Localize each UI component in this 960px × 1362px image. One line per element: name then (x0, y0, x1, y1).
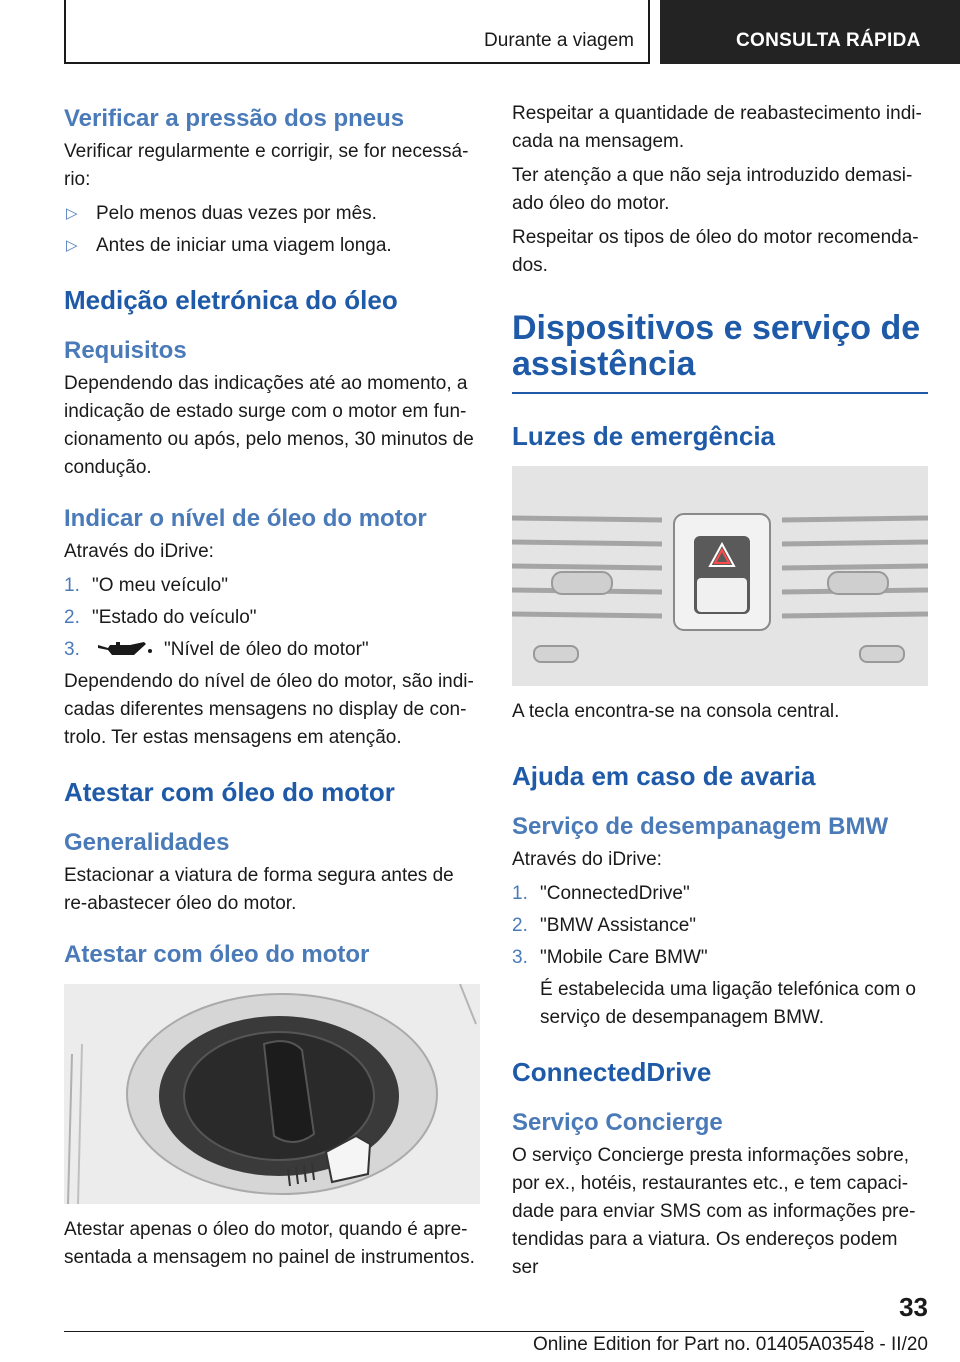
oil-level-intro: Através do iDrive: (64, 541, 214, 562)
list-item: 3. "Nível de óleo do motor" (64, 639, 369, 660)
chapter-divider (512, 392, 928, 394)
oil-topup-caption: Atestar apenas o óleo do motor, quando é apre‐sentada a mensagem no painel de instrumentos. (64, 1219, 475, 1268)
header-section-label: CONSULTA RÁPIDA (736, 30, 921, 51)
general-heading: Generalidades (64, 829, 230, 856)
header-chapter-box (64, 0, 650, 64)
page-number: 33 (899, 1292, 928, 1322)
left-column (64, 100, 480, 1272)
hazard-lights-heading: Luzes de emergência (512, 421, 775, 451)
hazard-button-image (512, 466, 928, 686)
edition-note: Online Edition for Part no. 01405A03548 - II/20 (532, 1334, 928, 1355)
oil-quantity-text: Respeitar a quantidade de reabastecimento indi‐cada na mensagem. (512, 103, 922, 152)
oil-level-text: Dependendo do nível de óleo do motor, são indi‐cadas diferentes mensagens no display de con‐trolo. Ter estas mensagens em atenção. (64, 671, 474, 748)
list-item: 2. "Estado do veículo" (64, 607, 257, 628)
header-section-tab (660, 0, 960, 64)
header-chapter-label: Durante a viagem (484, 30, 634, 51)
bmw-service-note: É estabelecida uma ligação telefónica com o serviço de desempanagem BMW. (540, 979, 917, 1028)
oil-types-text: Respeitar os tipos de óleo do motor recomenda‐dos. (512, 227, 919, 276)
chapter-heading: Dispositivos e serviço de assistência (512, 309, 921, 383)
connecteddrive-heading: ConnectedDrive (512, 1057, 712, 1087)
oil-filler-cap-image (64, 984, 480, 1204)
triangle-right-icon: ▷ (66, 205, 78, 222)
concierge-text: O serviço Concierge presta informações sobre, por ex., hotéis, restaurantes etc., e tem capaci‐dade para enviar SMS com as informações pre‐tendidas para a viatura. Os endereços podem ser (512, 1145, 916, 1278)
bmw-service-intro: Através do iDrive: (512, 849, 662, 870)
oil-can-icon (96, 639, 154, 661)
hazard-caption: A tecla encontra-se na consola central. (512, 701, 840, 722)
list-item: ▷ Antes de iniciar uma viagem longa. (64, 232, 480, 260)
list-item: 2. "BMW Assistance" (512, 915, 697, 936)
concierge-heading: Serviço Concierge (512, 1109, 723, 1136)
bmw-service-heading: Serviço de desempanagem BMW (512, 813, 889, 840)
oil-topup-subheading: Atestar com óleo do motor (64, 941, 370, 968)
breakdown-heading: Ajuda em caso de avaria (512, 761, 816, 791)
oil-measurement-heading: Medição eletrónica do óleo (64, 285, 398, 315)
tire-pressure-text: Verificar regularmente e corrigir, se for necessá‐rio: (64, 141, 469, 190)
right-column (512, 100, 928, 1282)
footer-divider (64, 1331, 864, 1332)
list-item: ▷ Pelo menos duas vezes por mês. (64, 200, 480, 228)
requirements-text: Dependendo das indicações até ao momento, a indicação de estado surge com o motor em fun‐cionamento ou após, pelo menos, 30 minutos de condução. (64, 373, 474, 478)
tire-pressure-heading: Verificar a pressão dos pneus (64, 105, 405, 132)
oil-level-heading: Indicar o nível de óleo do motor (64, 505, 427, 532)
triangle-right-icon: ▷ (66, 237, 78, 254)
general-text: Estacionar a viatura de forma segura antes de re‐abastecer óleo do motor. (64, 865, 454, 914)
oil-topup-heading: Atestar com óleo do motor (64, 777, 395, 807)
list-item: 1. "ConnectedDrive" (512, 883, 690, 904)
list-item: 1. "O meu veículo" (64, 575, 228, 596)
oil-overfill-text: Ter atenção a que não seja introduzido demasi‐ado óleo do motor. (512, 165, 913, 214)
list-item: 3. "Mobile Care BMW" (512, 947, 708, 968)
requirements-heading: Requisitos (64, 337, 187, 364)
